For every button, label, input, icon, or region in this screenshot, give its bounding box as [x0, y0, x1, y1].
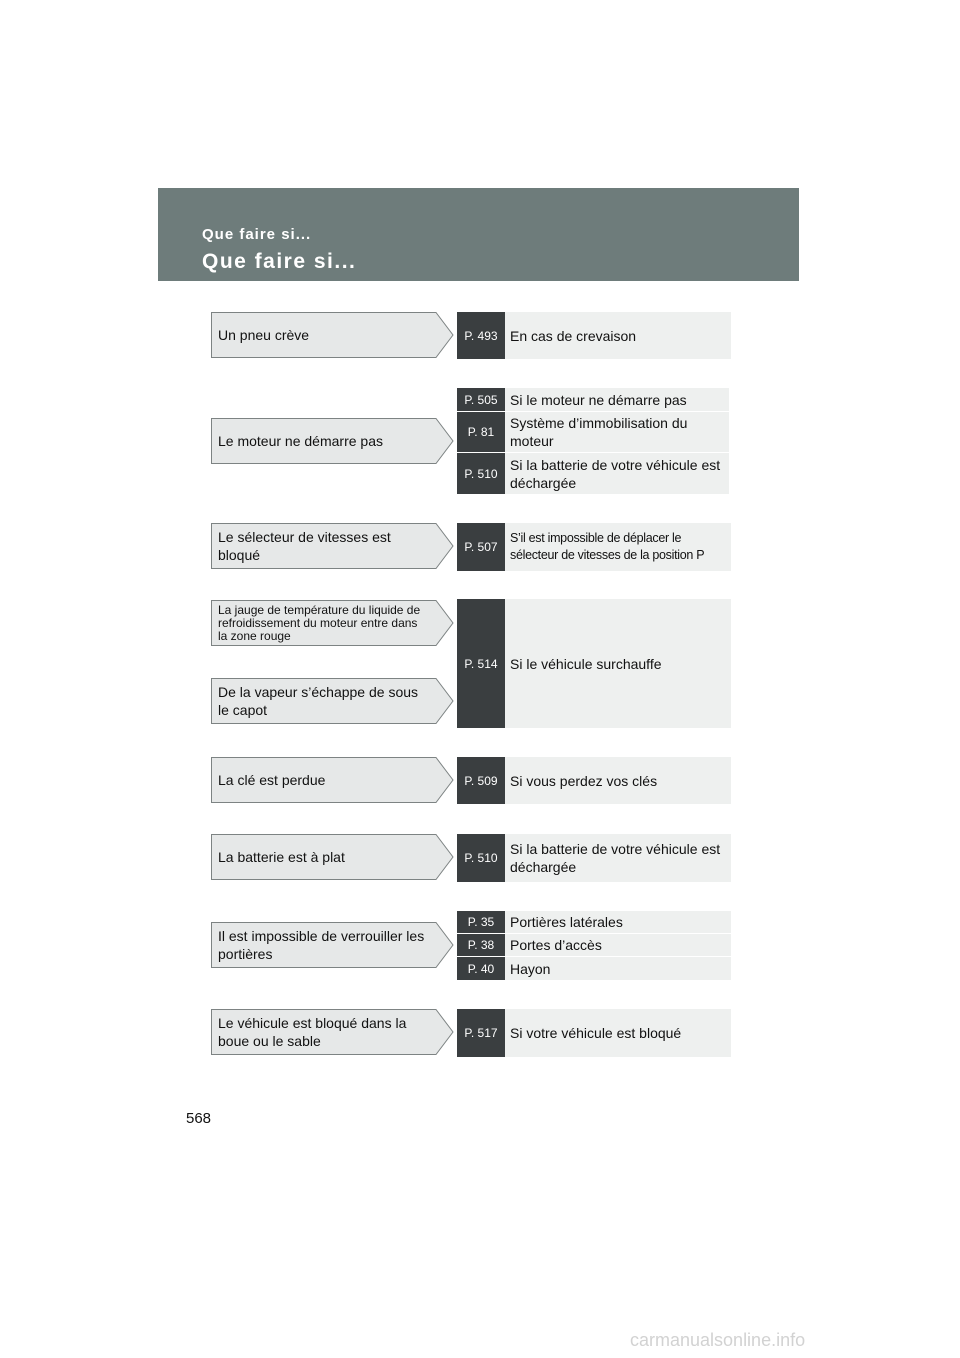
page-reference[interactable]: P. 514	[457, 599, 505, 728]
condition-flat-tire	[211, 312, 454, 358]
condition-label: Il est impossible de verrouiller les portières	[218, 928, 425, 962]
reference-title: Si vous perdez vos clés	[505, 757, 731, 804]
page-reference[interactable]: P. 38	[457, 934, 505, 956]
reference-title: Hayon	[505, 957, 731, 980]
reference-row-shift-lever[interactable]	[457, 523, 731, 571]
page-reference[interactable]: P. 510	[457, 834, 505, 882]
reference-row-battery[interactable]	[457, 453, 729, 494]
section-header	[158, 188, 799, 281]
reference-row-battery-dead[interactable]	[457, 834, 731, 882]
condition-label: Le véhicule est bloqué dans la boue ou le sable	[218, 1015, 407, 1049]
reference-row-side-doors[interactable]	[457, 911, 731, 933]
page-reference[interactable]: P. 517	[457, 1009, 505, 1057]
page-reference[interactable]: P. 507	[457, 523, 505, 571]
reference-title: Portières latérales	[505, 911, 731, 933]
reference-title: Si le véhicule surchauffe	[505, 599, 731, 728]
condition-label: La jauge de température du liquide de refroidissement du moteur entre dans la zone rouge	[218, 603, 421, 643]
condition-coolant-gauge	[211, 600, 454, 646]
reference-row-vehicle-stuck[interactable]	[457, 1009, 731, 1057]
reference-title: Si votre véhicule est bloqué	[505, 1009, 731, 1057]
page-number: 568	[186, 1110, 212, 1127]
condition-vehicle-stuck	[211, 1009, 454, 1055]
page-reference[interactable]: P. 509	[457, 757, 505, 804]
page-reference[interactable]: P. 510	[457, 453, 505, 494]
condition-steam	[211, 678, 454, 724]
reference-title: Portes d’accès	[505, 934, 731, 956]
reference-row-engine[interactable]	[457, 388, 729, 411]
condition-label: La clé est perdue	[218, 772, 326, 788]
reference-row-back-door[interactable]	[457, 957, 731, 980]
page-reference[interactable]: P. 35	[457, 911, 505, 933]
reference-row-overheat[interactable]	[457, 599, 731, 728]
page-reference[interactable]: P. 40	[457, 957, 505, 980]
page-reference[interactable]: P. 505	[457, 388, 505, 411]
reference-title: En cas de crevaison	[505, 312, 731, 359]
section-subtitle: Que faire si...	[202, 226, 312, 243]
reference-row-flat-tire[interactable]	[457, 312, 731, 359]
reference-title: Si la batterie de votre véhicule est déchargée	[505, 453, 729, 494]
condition-label: La batterie est à plat	[218, 849, 345, 865]
reference-title: S’il est impossible de déplacer le sélecteur de vitesses de la position P	[505, 523, 731, 571]
reference-row-immobilizer[interactable]	[457, 412, 729, 452]
condition-key-lost	[211, 757, 454, 803]
condition-shift-lever-stuck	[211, 523, 454, 569]
page-title: Que faire si...	[202, 250, 357, 273]
condition-label: De la vapeur s’échappe de sous le capot	[218, 684, 419, 718]
reference-title: Si la batterie de votre véhicule est déchargée	[505, 834, 731, 882]
reference-title: Système d’immobilisation du moteur	[505, 412, 729, 452]
condition-engine-wont-start	[211, 418, 454, 464]
page-reference[interactable]: P. 81	[457, 412, 505, 452]
page-reference[interactable]: P. 493	[457, 312, 505, 359]
reference-row-access-doors[interactable]	[457, 934, 731, 956]
reference-title: Si le moteur ne démarre pas	[505, 388, 729, 411]
condition-label: Un pneu crève	[218, 327, 310, 343]
condition-cannot-lock	[211, 922, 454, 968]
reference-row-key-lost[interactable]	[457, 757, 731, 804]
condition-label: Le moteur ne démarre pas	[218, 433, 383, 449]
watermark: carmanualsonline.info	[630, 1330, 806, 1350]
condition-label: Le sélecteur de vitesses est bloqué	[218, 529, 391, 563]
condition-battery-dead	[211, 834, 454, 880]
